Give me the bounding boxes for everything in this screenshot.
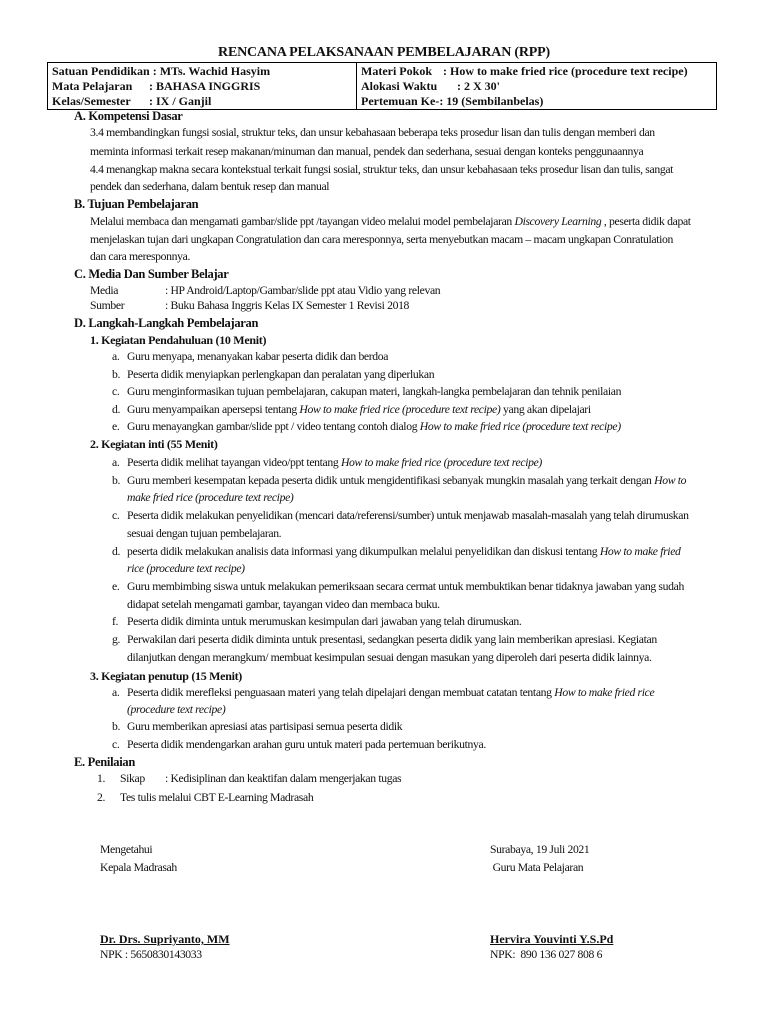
identity-row bbox=[361, 94, 712, 109]
list-item-continued: sesuai dengan tujuan pembelajaran. bbox=[127, 527, 282, 540]
identity-label: Pertemuan Ke- bbox=[361, 93, 440, 108]
list-letter: a. bbox=[112, 456, 120, 469]
list-letter: d. bbox=[112, 545, 121, 558]
identity-value: : MTs. Wachid Hasyim bbox=[152, 64, 271, 78]
kd-4-4-line-2: pendek dan sederhana, dalam bentuk resep dan manual bbox=[90, 180, 330, 193]
section-c-heading: C. Media Dan Sumber Belajar bbox=[74, 267, 229, 281]
penilaian-number: 2. bbox=[97, 791, 106, 804]
media-value: : HP Android/Laptop/Gambar/slide ppt atau Vidio yang relevan bbox=[165, 284, 441, 297]
section-e-heading: E. Penilaian bbox=[74, 755, 135, 769]
list-item: Guru menginformasikan tujuan pembelajaran, cakupan materi, langkah-langka pembelajaran dan tehnik penilaian bbox=[127, 385, 622, 398]
media-label: Media bbox=[90, 284, 119, 297]
list-item: Guru memberikan apresiasi atas partisipasi semua peserta didik bbox=[127, 720, 403, 733]
principal-npk: NPK : 5650830143033 bbox=[100, 948, 202, 961]
identity-table bbox=[47, 62, 717, 110]
tujuan-line-2: menjelaskan tujan dari ungkapan Congratulation dan cara meresponnya, serta menyebutkan macam – macam ungkapan Conratulation bbox=[90, 233, 673, 246]
list-item-continued: didapat setelah mengamati gambar, tayangan video dan membaca buku. bbox=[127, 598, 440, 611]
list-item: Peserta didik diminta untuk merumuskan kesimpulan dari jawaban yang telah dirumuskan. bbox=[127, 615, 522, 628]
list-letter: e. bbox=[112, 580, 120, 593]
principal-name: Dr. Drs. Supriyanto, MM bbox=[100, 932, 230, 946]
identity-row bbox=[361, 79, 712, 94]
list-letter: a. bbox=[112, 686, 120, 699]
sign-right-line-1: Surabaya, 19 Juli 2021 bbox=[490, 843, 590, 856]
list-item: Guru memberi kesempatan kepada peserta didik untuk mengidentifikasi sebanyak mungkin masalah yang terkait dengan How to bbox=[127, 474, 687, 487]
identity-value: : 19 (Sembilanbelas) bbox=[439, 93, 544, 108]
kegiatan-pendahuluan-heading: 1. Kegiatan Pendahuluan (10 Menit) bbox=[90, 333, 267, 347]
identity-value: : 2 X 30' bbox=[457, 78, 500, 93]
kd-3-4-line-2: meminta informasi terkait resep makanan/minuman dan manual, pendek dan sederhana, sesuai dengan konteks penggunaannya bbox=[90, 145, 644, 158]
penilaian-value: : Kedisiplinan dan keaktifan dalam mengerjakan tugas bbox=[165, 772, 402, 785]
list-item: Perwakilan dari peserta didik diminta untuk presentasi, sedangkan peserta didik yang lain memberikan apresiasi. Kegiatan bbox=[127, 633, 657, 646]
identity-left-cell bbox=[48, 63, 357, 110]
list-item: Guru menayangkan gambar/slide ppt / video tentang contoh dialog How to make fried rice (procedure text recipe) bbox=[127, 420, 621, 433]
list-item: Peserta didik melihat tayangan video/ppt tentang How to make fried rice (procedure text recipe) bbox=[127, 456, 542, 469]
section-b-heading: B. Tujuan Pembelajaran bbox=[74, 197, 199, 211]
list-item: Peserta didik melakukan penyelidikan (mencari data/referensi/sumber) untuk menjawab masalah-masalah yang telah dirumuskan bbox=[127, 509, 689, 522]
list-item-continued: (procedure text recipe) bbox=[127, 703, 226, 716]
list-letter: b. bbox=[112, 720, 121, 733]
list-letter: c. bbox=[112, 385, 120, 398]
identity-label: Mata Pelajaran bbox=[52, 78, 133, 93]
list-item: Guru membimbing siswa untuk melakukan pemeriksaan secara cermat untuk membuktikan benar tidaknya jawaban yang sudah bbox=[127, 580, 684, 593]
identity-row bbox=[52, 94, 352, 109]
list-letter: f. bbox=[112, 615, 119, 628]
identity-right-cell bbox=[357, 63, 717, 110]
identity-value: : IX / Ganjil bbox=[149, 93, 212, 108]
list-item: peserta didik melakukan analisis data informasi yang dikumpulkan melalui penyelidikan dan diskusi tentang How to make fried bbox=[127, 545, 681, 558]
tujuan-line-3: dan cara meresponnya. bbox=[90, 250, 191, 263]
identity-label: Materi Pokok bbox=[361, 64, 432, 78]
list-item: Peserta didik merefleksi penguasaan materi yang telah dipelajari dengan membuat catatan tentang How to make fried rice bbox=[127, 686, 655, 699]
identity-row bbox=[52, 64, 352, 79]
list-item-continued: dilanjutkan dengan merangkum/ membuat kesimpulan sesuai dengan masukan yang diperoleh dari peserta didik lainnya. bbox=[127, 651, 652, 664]
sumber-value: : Buku Bahasa Inggris Kelas IX Semester 1 Revisi 2018 bbox=[165, 299, 410, 312]
identity-label: Satuan Pendidikan bbox=[52, 64, 150, 78]
list-item-continued: make fried rice (procedure text recipe) bbox=[127, 491, 294, 504]
kegiatan-inti-heading: 2. Kegiatan inti (55 Menit) bbox=[90, 437, 218, 451]
list-letter: c. bbox=[112, 509, 120, 522]
identity-row bbox=[52, 79, 352, 94]
identity-row bbox=[361, 64, 712, 79]
penilaian-number: 1. bbox=[97, 772, 106, 785]
list-letter: b. bbox=[112, 474, 121, 487]
list-item: Peserta didik menyiapkan perlengkapan dan peralatan yang diperlukan bbox=[127, 368, 435, 381]
sign-left-line-2: Kepala Madrasah bbox=[100, 861, 177, 874]
penilaian-label: Tes tulis melalui CBT E-Learning Madrasah bbox=[120, 791, 314, 804]
list-item: Peserta didik mendengarkan arahan guru untuk materi pada pertemuan berikutnya. bbox=[127, 738, 486, 751]
list-letter: d. bbox=[112, 403, 121, 416]
sign-left-line-1: Mengetahui bbox=[100, 843, 153, 856]
section-d-heading: D. Langkah-Langkah Pembelajaran bbox=[74, 316, 259, 330]
teacher-npk: NPK: 890 136 027 808 6 bbox=[490, 948, 603, 961]
list-item: Guru menyampaikan apersepsi tentang How to make fried rice (procedure text recipe) yang akan dipelajari bbox=[127, 403, 591, 416]
document-title: RENCANA PELAKSANAAN PEMBELAJARAN (RPP) bbox=[218, 45, 550, 60]
teacher-name: Hervira Youvinti Y.S.Pd bbox=[490, 932, 614, 946]
list-item: Guru menyapa, menanyakan kabar peserta didik dan berdoa bbox=[127, 350, 389, 363]
identity-label: Kelas/Semester bbox=[52, 93, 131, 108]
list-letter: c. bbox=[112, 738, 120, 751]
list-letter: b. bbox=[112, 368, 121, 381]
list-letter: e. bbox=[112, 420, 120, 433]
list-item-continued: rice (procedure text recipe) bbox=[127, 562, 245, 575]
sumber-label: Sumber bbox=[90, 299, 125, 312]
section-a-heading: A. Kompetensi Dasar bbox=[74, 109, 183, 123]
penilaian-label: Sikap bbox=[120, 772, 145, 785]
kd-3-4-line-1: 3.4 membandingkan fungsi sosial, struktur teks, dan unsur kebahasaan beberapa teks prosedur lisan dan tulis dengan memberi dan bbox=[90, 126, 655, 139]
tujuan-line-1: Melalui membaca dan mengamati gambar/slide ppt /tayangan video melalui model pembelajaran Discovery Learning , peserta didik dapat bbox=[90, 215, 691, 228]
sign-right-line-2: Guru Mata Pelajaran bbox=[490, 861, 584, 874]
kegiatan-penutup-heading: 3. Kegiatan penutup (15 Menit) bbox=[90, 669, 243, 683]
identity-value: : How to make fried rice (procedure text recipe) bbox=[443, 64, 688, 78]
identity-label: Alokasi Waktu bbox=[361, 78, 438, 93]
list-letter: a. bbox=[112, 350, 120, 363]
identity-value: : BAHASA INGGRIS bbox=[149, 78, 261, 93]
kd-4-4-line-1: 4.4 menangkap makna secara kontekstual terkait fungsi sosial, struktur teks, dan unsur kebahasaan teks prosedur lisan dan tulis, sangat bbox=[90, 163, 674, 176]
list-letter: g. bbox=[112, 633, 121, 646]
